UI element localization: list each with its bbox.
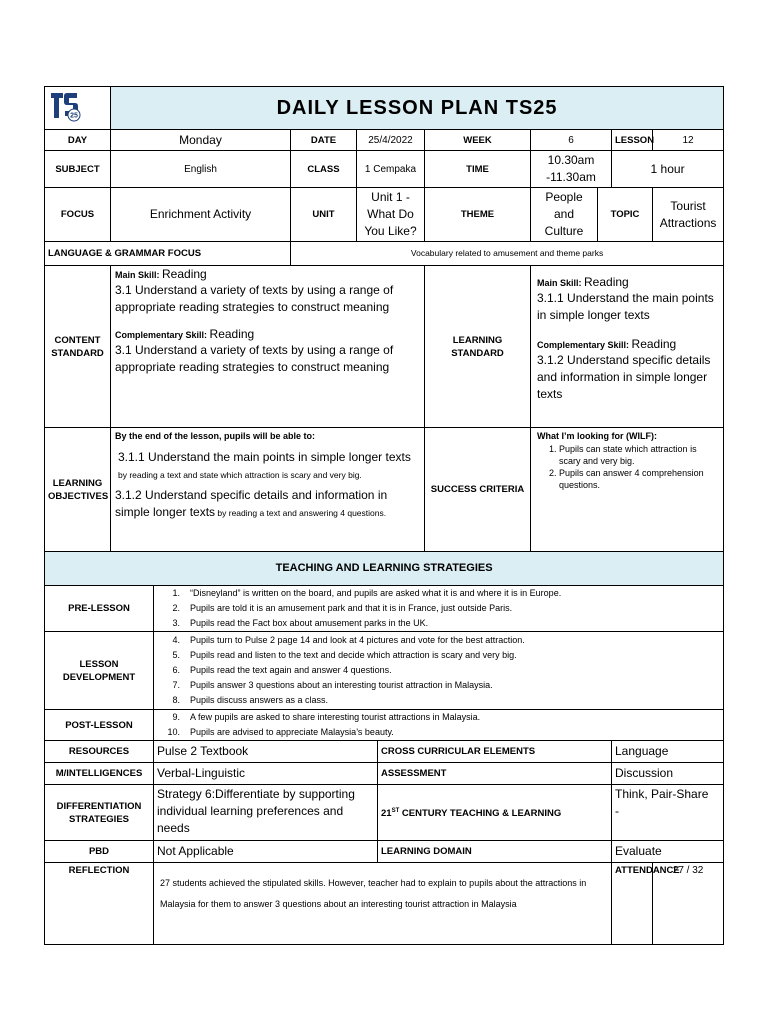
- century-label-text: CENTURY TEACHING & LEARNING: [399, 808, 562, 820]
- success-item: 1. Pupils can state which attraction is scary and very big.: [559, 443, 719, 467]
- lesson-label: LESSON: [612, 130, 653, 151]
- main-skill-prefix: Main Skill:: [115, 270, 163, 280]
- step-text: Pupils read the Fact box about amusement parks in the UK.: [190, 618, 429, 628]
- learning-standard-label: LEARNING STANDARD: [425, 266, 531, 428]
- objectives-intro: By the end of the lesson, pupils will be able to:: [115, 431, 316, 441]
- focus-value: Enrichment Activity: [111, 188, 291, 242]
- step-number: 2.: [172, 603, 180, 613]
- century-suffix: ST: [391, 807, 400, 814]
- objective-1-sub: by reading a text and state which attraction is scary and very big.: [118, 470, 362, 480]
- step-item: [154, 601, 723, 616]
- content-standard-label: CONTENT STANDARD: [45, 266, 111, 428]
- content-main-text: 3.1 Understand a variety of texts by using a range of appropriate reading strategies to construct meaning: [115, 283, 394, 314]
- step-text: Pupils are advised to appreciate Malaysia’s beauty.: [190, 727, 394, 737]
- step-text: Pupils answer 3 questions about an interesting tourist attraction in Malaysia.: [190, 680, 493, 690]
- step-item: [154, 633, 723, 648]
- content-comp-text: 3.1 Understand a variety of texts by using a range of appropriate reading strategies to construct meaning: [115, 343, 394, 374]
- lesson-plan-sheet: [44, 86, 723, 945]
- subject-value: English: [111, 151, 291, 188]
- step-number: 8.: [172, 695, 180, 705]
- century-learning-label: [378, 785, 612, 841]
- success-intro: What I’m looking for (WILF):: [537, 431, 657, 441]
- school-logo-icon: [47, 89, 83, 123]
- pbd-value: Not Applicable: [154, 841, 378, 863]
- step-number: 6.: [172, 665, 180, 675]
- step-number: 4.: [172, 635, 180, 645]
- resources-label: RESOURCES: [45, 741, 154, 763]
- attendance-value: 27 / 32: [653, 863, 724, 945]
- lesson-plan-table: [44, 86, 724, 945]
- ls-main-prefix: Main Skill:: [537, 278, 585, 288]
- lesson-development-steps: [154, 632, 724, 710]
- step-text: Pupils turn to Pulse 2 page 14 and look at 4 pictures and vote for the best attraction.: [190, 635, 525, 645]
- topic-value: Tourist Attractions: [653, 188, 724, 242]
- unit-value: Unit 1 - What Do You Like?: [357, 188, 425, 242]
- attendance-label: ATTENDANCE: [612, 863, 653, 945]
- step-item: [154, 586, 723, 601]
- differentiation-label: DIFFERENTIATION STRATEGIES: [45, 785, 154, 841]
- week-value: 6: [531, 130, 612, 151]
- logo-text: 25: [70, 112, 78, 120]
- objective-2-sub: by reading a text and answering 4 questions.: [215, 508, 387, 518]
- reflection-text: 27 students achieved the stipulated skills. However, teacher had to explain to pupils about the attractions in Malaysia for them to answer 3 questions about an interesting tourist attraction in Malaysia: [154, 863, 612, 945]
- day-label: DAY: [45, 130, 111, 151]
- century-number: 21: [381, 808, 392, 820]
- reflection-label: REFLECTION: [45, 863, 154, 945]
- step-number: 10.: [167, 727, 180, 737]
- century-learning-dash: -: [615, 804, 619, 818]
- assessment-label: ASSESSMENT: [378, 763, 612, 785]
- century-learning-value: Think, Pair-Share: [615, 787, 709, 801]
- time-label: TIME: [425, 151, 531, 188]
- pre-lesson-label: PRE-LESSON: [45, 586, 154, 632]
- step-item: [154, 710, 723, 725]
- post-lesson-steps: [154, 710, 724, 741]
- step-text: Pupils read the text again and answer 4 questions.: [190, 665, 392, 675]
- theme-value: People and Culture: [531, 188, 598, 242]
- step-item: [154, 678, 723, 693]
- step-text: “Disneyland” is written on the board, and pupils are asked what it is and where it is in Europe.: [190, 588, 562, 598]
- century-learning-cell: [612, 785, 724, 841]
- intelligences-label: M/INTELLIGENCES: [45, 763, 154, 785]
- day-value: Monday: [111, 130, 291, 151]
- cross-curricular-value: Language: [612, 741, 724, 763]
- duration-value: 1 hour: [612, 151, 724, 188]
- objective-1-main: 3.1.1 Understand the main points in simple longer texts: [118, 450, 411, 464]
- ls-main-text: 3.1.1 Understand the main points in simple longer texts: [537, 291, 714, 322]
- step-number: 9.: [172, 712, 180, 722]
- topic-label: TOPIC: [598, 188, 653, 242]
- focus-label: FOCUS: [45, 188, 111, 242]
- class-value: 1 Cempaka: [357, 151, 425, 188]
- intelligences-value: Verbal-Linguistic: [154, 763, 378, 785]
- step-text: A few pupils are asked to share interesting tourist attractions in Malaysia.: [190, 712, 481, 722]
- pre-lesson-steps: [154, 586, 724, 632]
- grammar-focus-value: Vocabulary related to amusement and theme parks: [291, 242, 724, 266]
- success-item: 2. Pupils can answer 4 comprehension questions.: [559, 467, 719, 491]
- step-item: [154, 725, 723, 740]
- success-criteria-cell: [531, 428, 724, 552]
- lesson-development-label: LESSON DEVELOPMENT: [45, 632, 154, 710]
- comp-skill-prefix: Complementary Skill:: [115, 330, 210, 340]
- step-text: Pupils are told it is an amusement park and that it is in France, just outside Paris.: [190, 603, 513, 613]
- pbd-label: PBD: [45, 841, 154, 863]
- cross-curricular-label: CROSS CURRICULAR ELEMENTS: [378, 741, 612, 763]
- learning-objectives-label: LEARNING OBJECTIVES: [45, 428, 111, 552]
- step-item: [154, 648, 723, 663]
- step-number: 3.: [172, 618, 180, 628]
- learning-domain-value: Evaluate: [612, 841, 724, 863]
- grammar-focus-label: LANGUAGE & GRAMMAR FOCUS: [45, 242, 291, 266]
- page-title: DAILY LESSON PLAN TS25: [111, 87, 724, 130]
- week-label: WEEK: [425, 130, 531, 151]
- ls-comp-text: 3.1.2 Understand specific details and information in simple longer texts: [537, 353, 711, 401]
- strategies-title: TEACHING AND LEARNING STRATEGIES: [45, 552, 724, 586]
- step-number: 7.: [172, 680, 180, 690]
- main-skill-value: Reading: [162, 267, 207, 281]
- class-label: CLASS: [291, 151, 357, 188]
- time-value: 10.30am -11.30am: [531, 151, 612, 188]
- post-lesson-label: POST-LESSON: [45, 710, 154, 741]
- differentiation-value: Strategy 6:Differentiate by supporting individual learning preferences and needs: [154, 785, 378, 841]
- ls-comp-skill: Reading: [631, 337, 677, 351]
- assessment-value: Discussion: [612, 763, 724, 785]
- resources-value: Pulse 2 Textbook: [154, 741, 378, 763]
- logo-cell: [45, 87, 111, 130]
- date-value: 25/4/2022: [357, 130, 425, 151]
- content-standard-cell: [111, 266, 425, 428]
- step-item: [154, 616, 723, 631]
- unit-label: UNIT: [291, 188, 357, 242]
- step-number: 5.: [172, 650, 180, 660]
- step-item: [154, 663, 723, 678]
- learning-objectives-cell: [111, 428, 425, 552]
- learning-standard-cell: [531, 266, 724, 428]
- step-text: Pupils discuss answers as a class.: [190, 695, 329, 705]
- objective-2-main: 3.1.2 Understand specific details and information in simple longer texts: [115, 488, 388, 519]
- date-label: DATE: [291, 130, 357, 151]
- step-item: [154, 693, 723, 708]
- step-text: Pupils read and listen to the text and decide which attraction is scary and very big.: [190, 650, 517, 660]
- step-number: 1.: [172, 588, 180, 598]
- theme-label: THEME: [425, 188, 531, 242]
- success-criteria-label: SUCCESS CRITERIA: [425, 428, 531, 552]
- comp-skill-value: Reading: [209, 327, 255, 341]
- lesson-value: 12: [653, 130, 724, 151]
- subject-label: SUBJECT: [45, 151, 111, 188]
- learning-domain-label: LEARNING DOMAIN: [378, 841, 612, 863]
- ls-main-skill: Reading: [584, 275, 629, 289]
- ls-comp-prefix: Complementary Skill:: [537, 340, 632, 350]
